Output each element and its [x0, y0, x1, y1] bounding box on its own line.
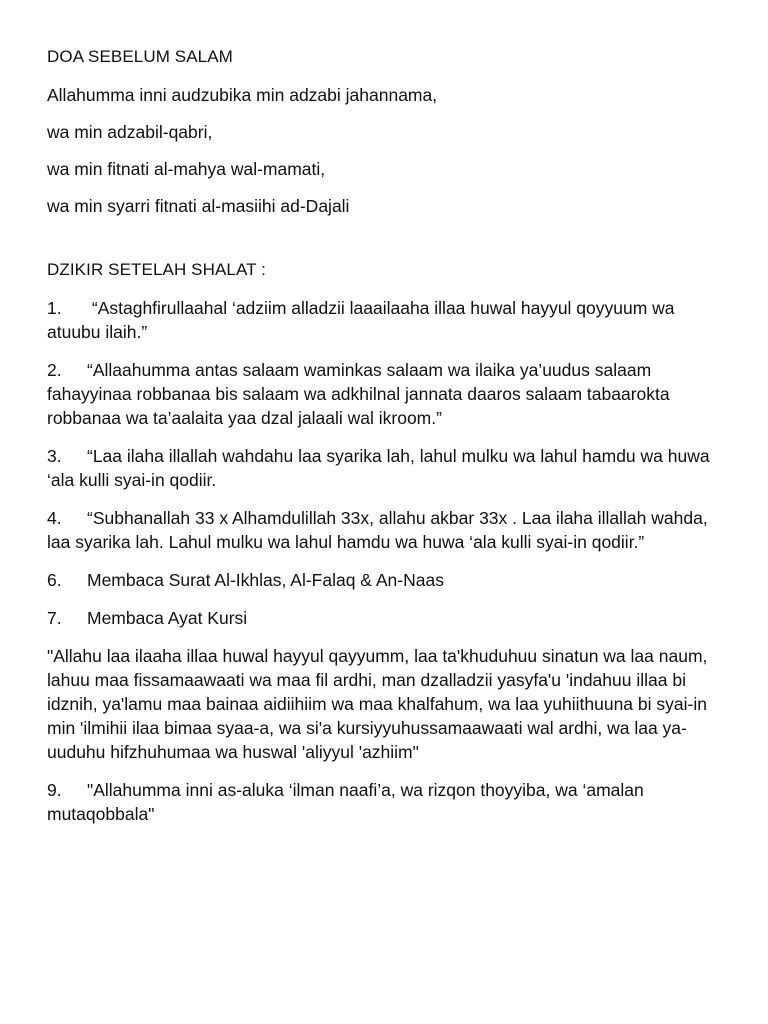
dzikir-heading: DZIKIR SETELAH SHALAT :: [47, 260, 266, 279]
item-number: 3.: [47, 446, 62, 466]
item-number: 2.: [47, 360, 62, 380]
item-number: 6.: [47, 570, 62, 590]
item-text: Membaca Surat Al-Ikhlas, Al-Falaq & An-Naas: [87, 570, 444, 590]
doa-line: wa min syarri fitnati al-masiihi ad-Dajali: [47, 196, 350, 216]
doa-line: wa min fitnati al-mahya wal-mamati,: [47, 159, 326, 179]
dzikir-item-1: [47, 296, 728, 344]
doa-line: Allahumma inni audzubika min adzabi jahannama,: [47, 85, 438, 105]
item-text: "Allahumma inni as-aluka ‘ilman naafi’a, wa rizqon thoyyiba, wa ‘amalan mutaqobbala": [47, 780, 644, 824]
item-text: “Allaahumma antas salaam waminkas salaam wa ilaika ya’uudus salaam fahayyinaa robbanaa bis salaam wa adkhilnal jannata daaros salaam tabaarokta robbanaa wa ta’aalaita yaa dzal jalaali wal ikroom.”: [47, 360, 670, 428]
item-number: 1.: [47, 298, 62, 318]
item-number: 7.: [47, 608, 62, 628]
item-number: 9.: [47, 780, 62, 800]
doa-line: wa min adzabil-qabri,: [47, 122, 213, 142]
dzikir-item-4: [47, 506, 728, 554]
dzikir-item-2: [47, 358, 728, 430]
ayat-kursi-text: "Allahu laa ilaaha illaa huwal hayyul qayyumm, laa ta'khuduhuu sinatun wa laa naum, lahuu maa fissamaawaati wa maa fil ardhi, man dzalladzii yasyfa'u 'indahuu illaa bi idznih, ya'lamu maa bainaa aidiihiim wa maa khalfahum, wa laa yuhiithuuna bi syai-in min 'ilmihii ilaa bimaa syaa-a, wa si'a kursiyyuhussamaawaati wal ardhi, wa laa ya-uuduhu hifzhuhumaa wa huswal 'aliyyul 'azhiim": [47, 646, 708, 762]
dzikir-item-9: [47, 778, 728, 826]
dzikir-item-6: [47, 568, 728, 592]
item-text: “Laa ilaha illallah wahdahu laa syarika lah, lahul mulku wa lahul hamdu wa huwa ‘ala kulli syai-in qodiir.: [47, 446, 710, 490]
item-number: 4.: [47, 508, 62, 528]
item-text: Membaca Ayat Kursi: [87, 608, 248, 628]
item-text: “Astaghfirullaahal ‘adziim alladzii laaailaaha illaa huwal hayyul qoyyuum wa atuubu ilaih.”: [47, 298, 675, 342]
item-text: “Subhanallah 33 x Alhamdulillah 33x, allahu akbar 33x . Laa ilaha illallah wahda, laa syarika lah. Lahul mulku wa lahul hamdu wa huwa ‘ala kulli syai-in qodiir.”: [47, 508, 708, 552]
doa-heading: DOA SEBELUM SALAM: [47, 47, 233, 66]
section-spacer: [47, 231, 728, 258]
dzikir-item-7: [47, 606, 728, 630]
dzikir-item-3: [47, 444, 728, 492]
